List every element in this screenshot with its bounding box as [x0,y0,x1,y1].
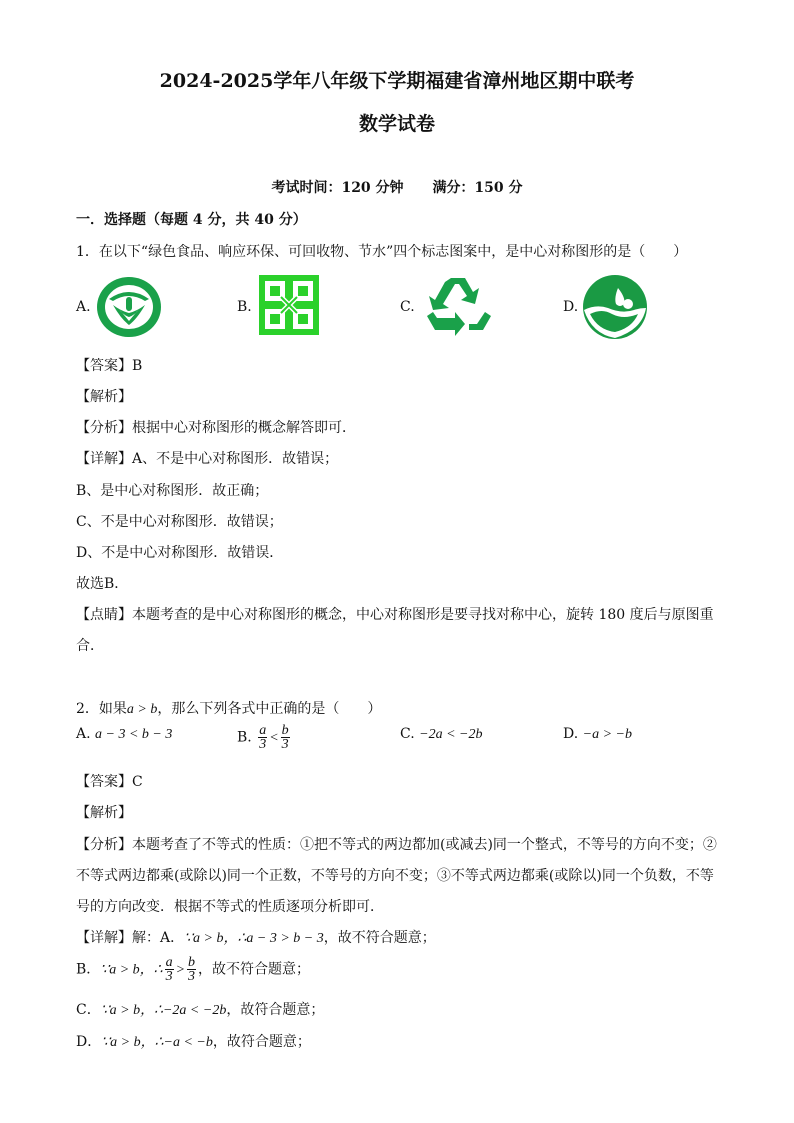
q2-detail-d [76,1031,311,1051]
q2-fenxi-line3: 号的方向改变．根据不等式的性质逐项分析即可． [76,899,384,915]
exam-info [0,177,794,197]
water-saving-icon [582,274,648,344]
q1-dianjing-line1: 【点睛】本题考查的是中心对称图形的概念，中心对称图形是要寻找对称中心，旋转 180 度后与原图重 [76,607,714,623]
q2-option-d [563,726,632,743]
q2-detail-d-pre: D． [76,1034,102,1050]
q2-detail-b [76,956,310,983]
q2-detail-a-post: ，故不符合题意； [323,930,436,946]
q2-option-b [237,724,292,751]
full-score: 满分：150 分 [432,180,523,196]
q2-detail-b-pre: B． [76,961,101,978]
q2-option-a [76,726,172,743]
q1-xiangjie: 【详解】A、不是中心对称图形．故错误； [76,451,339,467]
q2-answer: 【答案】C [76,774,143,790]
q2-stem-pre: 2．如果 [76,701,127,717]
q2-detail-b-frac1: $\frac{a}{3}$ [165,955,173,984]
q1-option-a-label: A. [76,299,91,315]
q1-line-d: D、不是中心对称图形．故错误． [76,545,284,561]
q2-option-b-frac1: $\frac{a}{3}$ [259,723,267,752]
q2-option-c-label: C. [400,726,415,742]
q2-detail-c-post: ，故符合题意； [226,1002,325,1018]
section-heading: 一．选择题（每题 4 分，共 40 分） [76,212,307,228]
q1-analysis-label: 【解析】 [76,389,132,405]
q2-detail-d-post: ，故符合题意； [212,1034,311,1050]
q2-option-b-frac2: $\frac{b}{3}$ [281,723,289,752]
q2-option-d-label: D. [563,726,579,742]
q2-option-a-expr: a − 3 < b − 3 [95,727,173,742]
q1-fenxi: 【分析】根据中心对称图形的概念解答即可． [76,420,356,436]
q2-option-c [400,726,482,743]
q2-detail-c-pre: C． [76,1002,101,1018]
exam-time: 考试时间：120 分钟 [271,180,404,196]
document-title: 2024-2025学年八年级下学期福建省漳州地区期中联考 [159,70,635,92]
q2-stem-condition: a > b [126,702,158,717]
q2-detail-a-pre: 【详解】解：A． [76,930,185,946]
q2-detail-c [76,999,324,1019]
document-subtitle: 数学试卷 [358,113,435,135]
q1-line-c: C、不是中心对称图形．故错误； [76,514,283,530]
q2-detail-b-math: ∵a > b，∴ [100,962,163,978]
q1-option-d-label: D. [563,299,579,315]
q1-answer: 【答案】B [76,358,143,374]
environment-logo-icon [259,275,319,339]
q1-option-b-label: B. [237,299,252,315]
q2-stem [76,698,381,718]
q2-option-a-label: A. [76,726,91,742]
q2-detail-c-math: ∵a > b，∴−2a < −2b [100,1003,227,1018]
q1-choose: 故选B． [76,576,129,592]
q1-line-b: B、是中心对称图形．故正确； [76,483,269,499]
q2-fenxi-line1: 【分析】本题考查了不等式的性质：①把不等式的两边都加(或减去)同一个整式，不等号的方向不变；② [76,837,717,853]
q2-detail-a [76,927,436,947]
q2-option-c-expr: −2a < −2b [419,727,483,742]
q1-stem: 1．在以下“绿色食品、响应环保、可回收物、节水”四个标志图案中，是中心对称图形的是（ ） [76,244,688,260]
q2-stem-post: ，那么下列各式中正确的是（ ） [157,701,382,717]
q2-fenxi-line2: 不等式两边都乘(或除以)同一个正数，不等号的方向不变；③不等式两边都乘(或除以)同一个负数，不等 [76,868,714,884]
q2-detail-d-math: ∵a > b，∴−a < −b [101,1035,213,1050]
q2-detail-a-math: ∵a > b，∴a − 3 > b − 3 [184,931,324,946]
q2-detail-b-frac2: $\frac{b}{3}$ [188,955,196,984]
q2-detail-b-op: > [175,962,186,978]
q2-detail-b-post: ，故不符合题意； [198,961,311,978]
q2-option-b-label: B. [237,729,252,746]
recycle-icon [421,272,495,342]
q2-option-b-op: < [269,730,279,746]
q2-option-d-expr: −a > −b [582,727,632,742]
q2-analysis-label: 【解析】 [76,805,132,821]
green-food-icon [95,275,163,343]
q1-dianjing-line2: 合． [76,638,104,654]
q1-option-c-label: C. [400,299,415,315]
